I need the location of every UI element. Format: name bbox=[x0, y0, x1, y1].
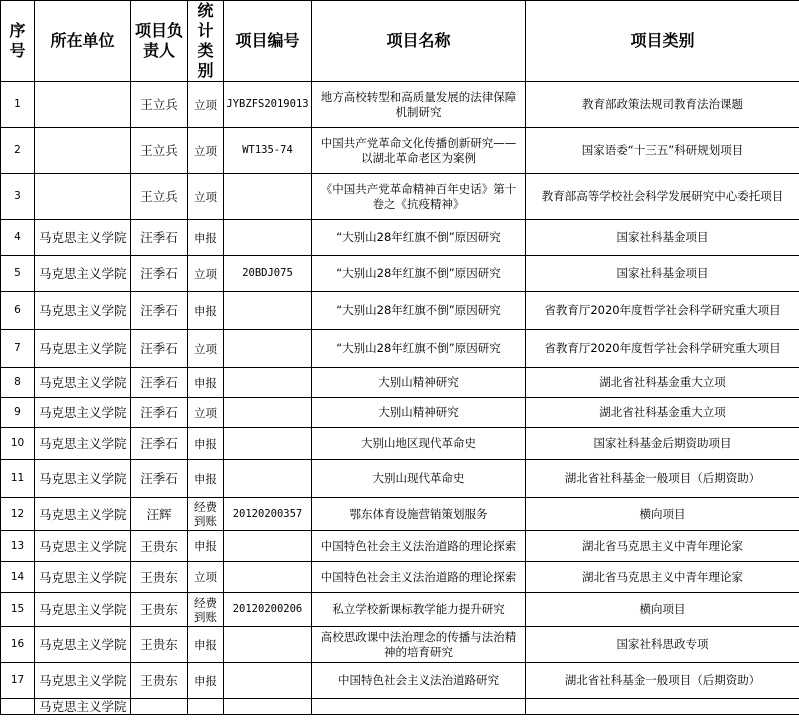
cell-leader: 王贵东 bbox=[131, 531, 188, 562]
cell-name: 中国共产党革命文化传播创新研究—— 以湖北革命老区为案例 bbox=[312, 128, 526, 174]
cell-stat: 立项 bbox=[188, 562, 224, 593]
cell-category: 湖北省社科基金一般项目（后期资助） bbox=[526, 460, 799, 498]
cell-code bbox=[224, 562, 312, 593]
table-row bbox=[1, 292, 799, 330]
cell-code bbox=[224, 627, 312, 663]
cell-category: 横向项目 bbox=[526, 593, 799, 627]
cell-seq: 15 bbox=[1, 593, 35, 627]
cell-unit: 马克思主义学院 bbox=[35, 593, 131, 627]
cell-stat: 申报 bbox=[188, 531, 224, 562]
table-row bbox=[1, 699, 799, 715]
cell-code: 20120200357 bbox=[224, 498, 312, 531]
cell-category: 湖北省马克思主义中青年理论家 bbox=[526, 562, 799, 593]
cell-category: 湖北省社科基金一般项目（后期资助） bbox=[526, 663, 799, 699]
table-row bbox=[1, 460, 799, 498]
cell-unit: 马克思主义学院 bbox=[35, 220, 131, 256]
cell-name bbox=[312, 699, 526, 715]
cell-name: “大别山28年红旗不倒”原因研究 bbox=[312, 292, 526, 330]
table-row bbox=[1, 128, 799, 174]
cell-seq: 9 bbox=[1, 398, 35, 428]
cell-category: 国家社科基金项目 bbox=[526, 256, 799, 292]
cell-stat: 立项 bbox=[188, 398, 224, 428]
cell-seq: 11 bbox=[1, 460, 35, 498]
cell-name: 地方高校转型和高质量发展的法律保障 机制研究 bbox=[312, 82, 526, 128]
cell-stat: 申报 bbox=[188, 292, 224, 330]
cell-category: 湖北省社科基金重大立项 bbox=[526, 368, 799, 398]
cell-leader: 王贵东 bbox=[131, 562, 188, 593]
cell-leader: 王贵东 bbox=[131, 627, 188, 663]
cell-category: 教育部高等学校社会科学发展研究中心委托项目 bbox=[526, 174, 799, 220]
table-row bbox=[1, 593, 799, 627]
cell-stat: 申报 bbox=[188, 220, 224, 256]
table-row bbox=[1, 562, 799, 593]
cell-leader: 汪辉 bbox=[131, 498, 188, 531]
cell-seq: 10 bbox=[1, 428, 35, 460]
cell-stat: 申报 bbox=[188, 368, 224, 398]
cell-category: 国家社科思政专项 bbox=[526, 627, 799, 663]
cell-leader: 汪季石 bbox=[131, 292, 188, 330]
cell-stat: 立项 bbox=[188, 128, 224, 174]
cell-unit bbox=[35, 128, 131, 174]
cell-unit: 马克思主义学院 bbox=[35, 531, 131, 562]
cell-seq: 8 bbox=[1, 368, 35, 398]
cell-name: 《中国共产党革命精神百年史话》第十 卷之《抗疫精神》 bbox=[312, 174, 526, 220]
cell-unit: 马克思主义学院 bbox=[35, 699, 131, 715]
cell-stat: 立项 bbox=[188, 174, 224, 220]
cell-leader bbox=[131, 699, 188, 715]
cell-unit bbox=[35, 82, 131, 128]
cell-leader: 汪季石 bbox=[131, 460, 188, 498]
cell-seq bbox=[1, 699, 35, 715]
cell-category: 国家语委“十三五”科研规划项目 bbox=[526, 128, 799, 174]
cell-code: JYBZFS2019013 bbox=[224, 82, 312, 128]
cell-category: 湖北省马克思主义中青年理论家 bbox=[526, 531, 799, 562]
cell-code bbox=[224, 460, 312, 498]
cell-seq: 7 bbox=[1, 330, 35, 368]
cell-seq: 4 bbox=[1, 220, 35, 256]
table-row bbox=[1, 627, 799, 663]
cell-name: 私立学校新课标教学能力提升研究 bbox=[312, 593, 526, 627]
cell-name: 大别山精神研究 bbox=[312, 368, 526, 398]
cell-leader: 汪季石 bbox=[131, 428, 188, 460]
cell-unit bbox=[35, 174, 131, 220]
cell-code: 20BDJ075 bbox=[224, 256, 312, 292]
cell-name: 大别山地区现代革命史 bbox=[312, 428, 526, 460]
cell-unit: 马克思主义学院 bbox=[35, 398, 131, 428]
table-row bbox=[1, 256, 799, 292]
cell-leader: 王贵东 bbox=[131, 663, 188, 699]
cell-stat: 立项 bbox=[188, 330, 224, 368]
cell-code bbox=[224, 428, 312, 460]
cell-name: 鄂东体育设施营销策划服务 bbox=[312, 498, 526, 531]
cell-code: 20120200206 bbox=[224, 593, 312, 627]
cell-category: 横向项目 bbox=[526, 498, 799, 531]
header-category: 项目类别 bbox=[526, 1, 799, 82]
cell-seq: 17 bbox=[1, 663, 35, 699]
cell-leader: 汪季石 bbox=[131, 398, 188, 428]
cell-unit: 马克思主义学院 bbox=[35, 627, 131, 663]
cell-seq: 6 bbox=[1, 292, 35, 330]
cell-code bbox=[224, 531, 312, 562]
cell-name: 中国特色社会主义法治道路的理论探索 bbox=[312, 562, 526, 593]
cell-name: 中国特色社会主义法治道路研究 bbox=[312, 663, 526, 699]
cell-seq: 3 bbox=[1, 174, 35, 220]
table-row bbox=[1, 428, 799, 460]
header-leader: 项目负 责人 bbox=[131, 1, 188, 82]
cell-seq: 13 bbox=[1, 531, 35, 562]
cell-unit: 马克思主义学院 bbox=[35, 498, 131, 531]
table-row bbox=[1, 498, 799, 531]
cell-code: WT135-74 bbox=[224, 128, 312, 174]
table-row bbox=[1, 82, 799, 128]
cell-name: 大别山精神研究 bbox=[312, 398, 526, 428]
cell-stat: 申报 bbox=[188, 428, 224, 460]
table-row bbox=[1, 663, 799, 699]
cell-name: “大别山28年红旗不倒”原因研究 bbox=[312, 330, 526, 368]
table-row bbox=[1, 330, 799, 368]
cell-code bbox=[224, 368, 312, 398]
cell-leader: 汪季石 bbox=[131, 330, 188, 368]
header-unit: 所在单位 bbox=[35, 1, 131, 82]
table-row bbox=[1, 220, 799, 256]
cell-stat: 申报 bbox=[188, 663, 224, 699]
cell-category: 国家社科基金后期资助项目 bbox=[526, 428, 799, 460]
table-row bbox=[1, 398, 799, 428]
cell-name: 大别山现代革命史 bbox=[312, 460, 526, 498]
cell-code bbox=[224, 330, 312, 368]
table-row bbox=[1, 531, 799, 562]
cell-leader: 王立兵 bbox=[131, 174, 188, 220]
cell-code bbox=[224, 398, 312, 428]
cell-seq: 12 bbox=[1, 498, 35, 531]
cell-code bbox=[224, 699, 312, 715]
cell-leader: 王立兵 bbox=[131, 82, 188, 128]
table-row bbox=[1, 174, 799, 220]
header-code: 项目编号 bbox=[224, 1, 312, 82]
cell-stat: 立项 bbox=[188, 256, 224, 292]
header-row bbox=[1, 1, 799, 82]
cell-seq: 5 bbox=[1, 256, 35, 292]
cell-code bbox=[224, 292, 312, 330]
cell-seq: 1 bbox=[1, 82, 35, 128]
cell-category: 湖北省社科基金重大立项 bbox=[526, 398, 799, 428]
cell-code bbox=[224, 663, 312, 699]
cell-name: “大别山28年红旗不倒”原因研究 bbox=[312, 256, 526, 292]
cell-stat: 立项 bbox=[188, 82, 224, 128]
cell-seq: 2 bbox=[1, 128, 35, 174]
cell-unit: 马克思主义学院 bbox=[35, 663, 131, 699]
cell-unit: 马克思主义学院 bbox=[35, 562, 131, 593]
cell-stat: 经费 到账 bbox=[188, 593, 224, 627]
table-row bbox=[1, 368, 799, 398]
cell-seq: 16 bbox=[1, 627, 35, 663]
cell-name: 高校思政课中法治理念的传播与法治精 神的培育研究 bbox=[312, 627, 526, 663]
cell-name: 中国特色社会主义法治道路的理论探索 bbox=[312, 531, 526, 562]
cell-leader: 汪季石 bbox=[131, 368, 188, 398]
cell-code bbox=[224, 174, 312, 220]
cell-name: “大别山28年红旗不倒”原因研究 bbox=[312, 220, 526, 256]
cell-stat bbox=[188, 699, 224, 715]
header-name: 项目名称 bbox=[312, 1, 526, 82]
cell-leader: 汪季石 bbox=[131, 220, 188, 256]
header-stat: 统计 类别 bbox=[188, 1, 224, 82]
cell-stat: 申报 bbox=[188, 460, 224, 498]
cell-category: 省教育厅2020年度哲学社会科学研究重大项目 bbox=[526, 330, 799, 368]
cell-stat: 申报 bbox=[188, 627, 224, 663]
cell-leader: 汪季石 bbox=[131, 256, 188, 292]
cell-seq: 14 bbox=[1, 562, 35, 593]
cell-stat: 经费 到账 bbox=[188, 498, 224, 531]
cell-unit: 马克思主义学院 bbox=[35, 460, 131, 498]
cell-code bbox=[224, 220, 312, 256]
cell-unit: 马克思主义学院 bbox=[35, 292, 131, 330]
cell-category: 教育部政策法规司教育法治课题 bbox=[526, 82, 799, 128]
cell-category: 省教育厅2020年度哲学社会科学研究重大项目 bbox=[526, 292, 799, 330]
cell-unit: 马克思主义学院 bbox=[35, 330, 131, 368]
cell-unit: 马克思主义学院 bbox=[35, 256, 131, 292]
header-seq: 序 号 bbox=[1, 1, 35, 82]
cell-leader: 王立兵 bbox=[131, 128, 188, 174]
cell-category: 国家社科基金项目 bbox=[526, 220, 799, 256]
cell-unit: 马克思主义学院 bbox=[35, 368, 131, 398]
cell-leader: 王贵东 bbox=[131, 593, 188, 627]
cell-unit: 马克思主义学院 bbox=[35, 428, 131, 460]
cell-category bbox=[526, 699, 799, 715]
